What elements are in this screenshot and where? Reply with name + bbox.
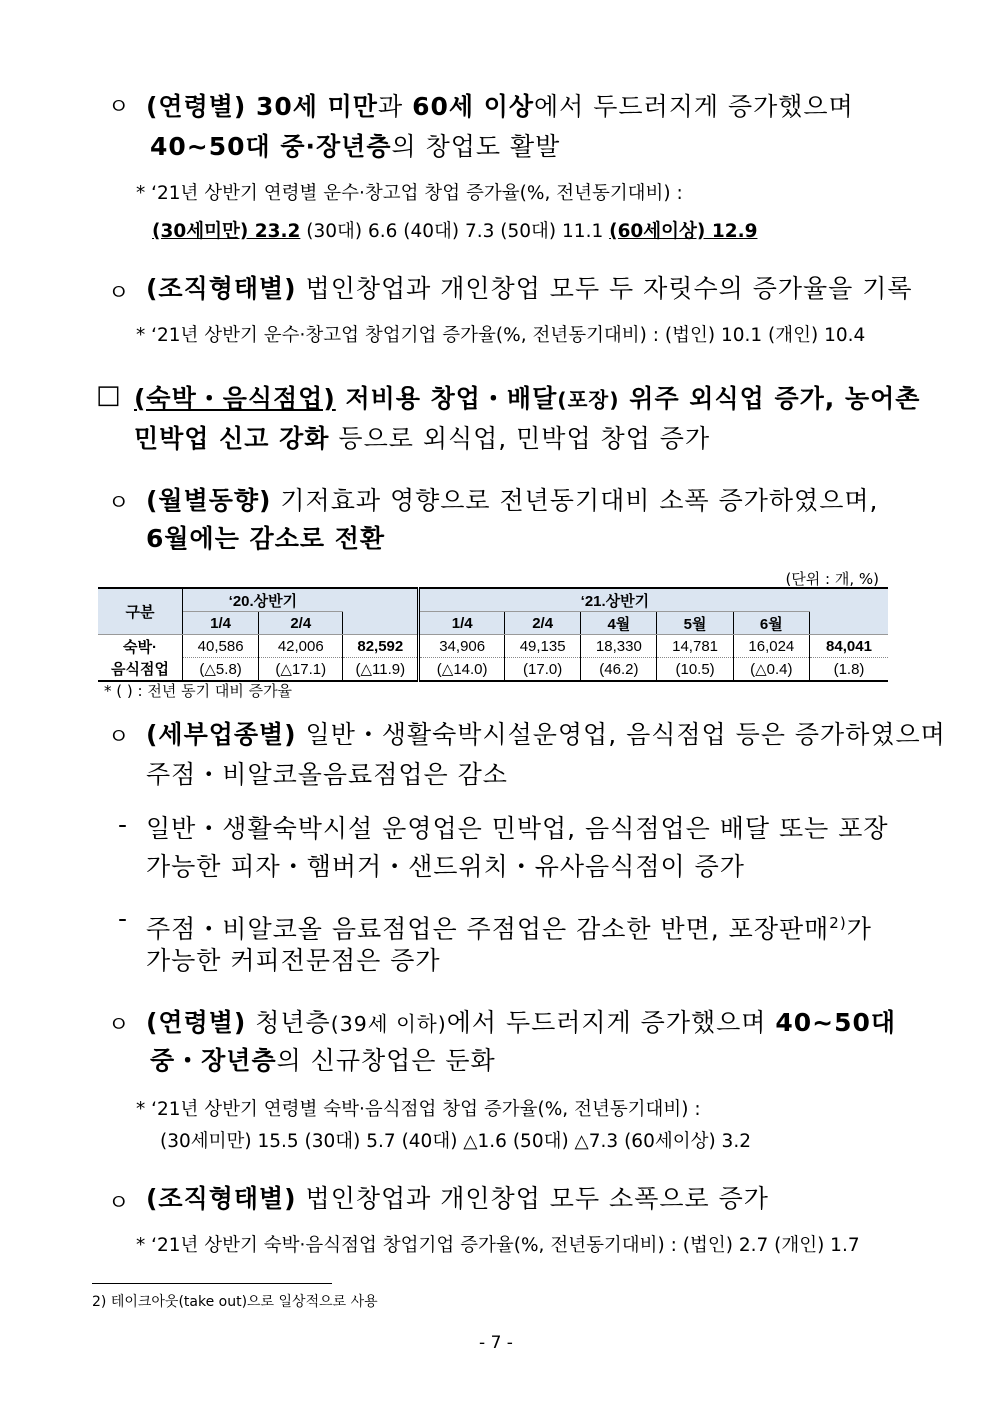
phrase: 중・장년층 [150,1046,277,1075]
header-q1: 1/4 [419,612,505,635]
header-apr: 4월 [581,612,657,635]
heading-age: (연령별) [146,92,247,121]
header-q2: 2/4 [259,612,343,635]
paragraph-org-transport [146,270,913,308]
phrase: (포장) [557,388,620,412]
heading-org: (조직형태별) [146,1184,297,1213]
paragraph-age-food [146,1004,896,1043]
heading-subindustry: (세부업종별) [146,720,297,749]
heading-age: (연령별) [146,1008,247,1037]
heading-monthly: (월별동향) [146,486,272,515]
header-q1: 1/4 [183,612,259,635]
circle-bullet: ㅇ [108,95,130,120]
phrase: 법인창업과 개인창업 모두 두 자릿수의 증가율을 기록 [296,274,913,303]
table-note: * ( ) : 전년 동기 대비 증가율 [104,682,293,700]
heading-lodging-food: (숙박・음식점업) [134,384,336,413]
paragraph-lodging-food [134,380,920,419]
paragraph-monthly-line2 [146,520,385,558]
phrase: 위주 외식업 증가, 농어촌 [619,384,921,413]
table-cell: (△0.4) [733,658,809,682]
note-org-food: * ‘21년 상반기 숙박·음식점업 창업기업 증가율(%, 전년동기대비) : (법인) 2.7 (개인) 1.7 [136,1235,860,1256]
table-cell: (△11.9) [343,658,419,682]
table-cell: (17.0) [505,658,581,682]
phrase: 30세 미만 [246,92,378,121]
phrase: 전환 [334,524,386,553]
paragraph-age-transport [146,88,854,126]
table-cell: (△17.1) [259,658,343,682]
page-number: - 7 - [479,1333,513,1353]
header-2021-h1: ‘21.상반기 [419,588,810,612]
footnote-ref: 2) [829,914,847,932]
circle-bullet: ㅇ [108,1191,130,1216]
dash-bullet: - [118,810,128,839]
phrase: 일반・생활숙박시설운영업, 음식점업 등은 증가하였으며 [296,720,946,749]
paragraph-subindustry [146,716,946,754]
paragraph-lodging-food-line2 [134,420,710,458]
table-cell: 49,135 [505,635,581,658]
phrase: 의 창업도 활발 [391,132,561,161]
phrase: 과 [377,92,413,121]
dash-bullet: - [118,904,128,933]
table-cell: 34,906 [419,635,505,658]
circle-bullet: ㅇ [108,491,130,516]
header-jun: 6월 [733,612,809,635]
paragraph-monthly [146,482,878,520]
square-bullet: □ [96,380,121,410]
dash-item-lodging: 일반・생활숙박시설 운영업은 민박업, 음식점업은 배달 또는 포장 [146,814,889,843]
dash-item-lodging-line2: 가능한 피자・햄버거・샌드위치・유사음식점이 증가 [146,852,745,881]
row-label: 숙박· [98,635,183,658]
header-2020-total [343,588,419,635]
phrase: 저비용 창업・배달 [335,384,558,413]
phrase: 40~50대 [775,1008,897,1037]
circle-bullet: ㅇ [108,1013,130,1038]
phrase: 에서 두드러지게 증가했으며 [534,92,854,121]
note-org-transport: * ‘21년 상반기 운수·창고업 창업기업 증가율(%, 전년동기대비) : (법인) 10.1 (개인) 10.4 [136,325,866,346]
paragraph-subindustry-line2: 주점・비알코올음료점업은 감소 [146,760,508,789]
note-age-food-values: (30세미만) 15.5 (30대) 5.7 (40대) △1.6 (50대) △7.3 (60세이상) 3.2 [160,1131,751,1152]
phrase: 60세 이상 [412,92,535,121]
dash-item-bar-line2: 가능한 커피전문점은 증가 [146,946,441,975]
footnote: 2) 테이크아웃(take out)으로 일상적으로 사용 [92,1294,378,1310]
circle-bullet: ㅇ [108,725,130,750]
phrase: 의 신규창업은 둔화 [276,1046,496,1075]
table-cell: 42,006 [259,635,343,658]
phrase: 주점・비알코올 음료점업은 주점업은 감소한 반면, 포장판매 [146,914,830,944]
header-gubun: 구분 [98,588,183,635]
header-may: 5월 [657,612,733,635]
heading-org: (조직형태별) [146,274,297,303]
phrase: (30대) 6.6 (40대) 7.3 (50대) 11.1 [300,221,610,242]
table-cell: 82,592 [343,635,419,658]
paragraph-age-transport-line2 [150,128,560,166]
phrase: 40~50대 중·장년층 [150,132,392,161]
phrase: (39세 이하) [330,1012,447,1036]
startup-table [98,587,888,682]
header-2020-h1: ‘20.상반기 [183,588,343,612]
note-age-transport: * ‘21년 상반기 연령별 운수·창고업 창업 증가율(%, 전년동기대비) : [136,183,683,204]
table-unit: (단위 : 개, %) [785,570,879,588]
phrase: 기저효과 영향으로 전년동기대비 소폭 증가하였으며, [271,486,879,515]
table-cell: 40,586 [183,635,259,658]
phrase: 법인창업과 개인창업 모두 소폭으로 증가 [296,1184,769,1213]
table-cell: (1.8) [833,660,865,678]
table-cell: (10.5) [657,658,733,682]
phrase: 등으로 외식업, 민박업 창업 증가 [329,424,711,453]
footnote-divider [92,1283,332,1284]
table-cell: (△5.8) [183,658,259,682]
table-cell: (△14.0) [419,658,505,682]
table-cell: 14,781 [657,635,733,658]
paragraph-org-food [146,1180,769,1218]
phrase: 에서 두드러지게 증가했으며 [446,1008,776,1037]
highlight-value: (60세이상) 12.9 [609,221,758,242]
row-label: 음식점업 [98,658,183,682]
paragraph-age-food-line2 [150,1042,496,1080]
table-cell: 16,024 [733,635,809,658]
phrase: 민박업 신고 강화 [134,424,330,453]
table-cell: 18,330 [581,635,657,658]
highlight-value: (30세미만) 23.2 [152,221,301,242]
phrase: 가 [846,914,872,944]
table-cell: (46.2) [581,658,657,682]
note-age-transport-values [152,218,757,246]
note-age-food: * ‘21년 상반기 연령별 숙박·음식점업 창업 증가율(%, 전년동기대비) : [136,1099,701,1120]
header-2021-total [810,588,889,635]
header-q2: 2/4 [505,612,581,635]
table-cell: 84,041 [810,635,889,658]
phrase: 6월에는 감소로 [146,524,335,553]
phrase: 청년층 [246,1008,331,1037]
circle-bullet: ㅇ [108,281,130,306]
